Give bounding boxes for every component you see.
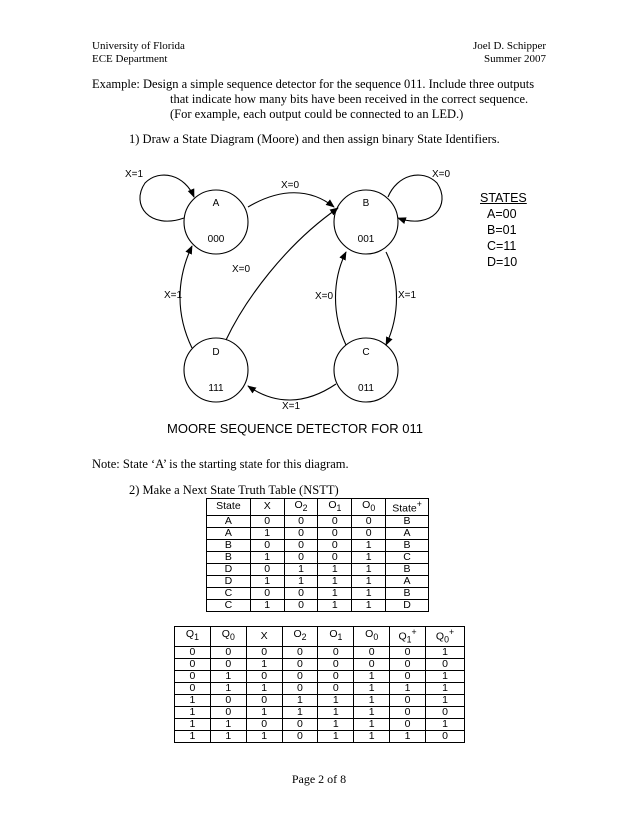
table-cell: B	[207, 551, 251, 563]
table-cell: 1	[426, 646, 465, 658]
table-cell: 1	[352, 539, 386, 551]
table-cell: 0	[318, 646, 354, 658]
table-cell: 1	[318, 706, 354, 718]
table-cell: 0	[354, 658, 390, 670]
states-legend-title: STATES	[480, 191, 527, 205]
table-cell: 1	[426, 682, 465, 694]
table-cell: 0	[284, 599, 318, 611]
table-cell: 1	[390, 682, 426, 694]
table-cell: 0	[352, 515, 386, 527]
table-cell: 0	[352, 527, 386, 539]
table-cell: 0	[210, 694, 246, 706]
table-cell: 1	[210, 682, 246, 694]
table-cell: C	[207, 599, 251, 611]
table-cell: 0	[426, 658, 465, 670]
table-cell: 1	[426, 670, 465, 682]
c-to-d-arrow	[248, 384, 336, 400]
col-header-state: State	[207, 499, 251, 516]
table-cell: B	[386, 587, 429, 599]
table-cell: 0	[318, 670, 354, 682]
col-header-o0: $O_0$	[352, 499, 386, 516]
table-cell: B	[386, 539, 429, 551]
table-cell: 1	[284, 575, 318, 587]
d-to-a-label: X=1	[164, 290, 183, 301]
table-cell: A	[386, 575, 429, 587]
table-cell: 0	[390, 706, 426, 718]
table-row	[207, 551, 429, 563]
table-cell: 0	[282, 658, 318, 670]
col-header-o0: $O_0$	[354, 627, 390, 647]
table-cell: B	[207, 539, 251, 551]
col-header-o1: $O_1$	[318, 627, 354, 647]
state-c-name: C	[362, 347, 370, 358]
table-cell: 0	[250, 587, 284, 599]
d-to-b-label: X=0	[232, 264, 251, 275]
table-cell: 1	[352, 563, 386, 575]
table-cell: 0	[318, 551, 352, 563]
table-cell: 0	[282, 730, 318, 742]
table-cell: 1	[354, 706, 390, 718]
table-cell: 1	[246, 730, 282, 742]
note-text: Note: State ‘A’ is the starting state for this diagram.	[92, 457, 349, 471]
c-to-b-label: X=0	[315, 291, 334, 302]
table-cell: 0	[284, 515, 318, 527]
table-cell: 0	[390, 670, 426, 682]
table-row	[207, 539, 429, 551]
states-legend-item: C=11	[487, 239, 517, 253]
table-row	[175, 670, 465, 682]
table-cell: 1	[352, 575, 386, 587]
table-cell: 1	[352, 587, 386, 599]
table-cell: D	[207, 575, 251, 587]
table-cell: 0	[246, 718, 282, 730]
col-header-q0: $Q_0$	[210, 627, 246, 647]
table-cell: 1	[318, 599, 352, 611]
table-cell: 1	[246, 682, 282, 694]
table-row	[175, 730, 465, 742]
table-cell: 0	[318, 682, 354, 694]
table-row	[207, 599, 429, 611]
step1-text: 1) Draw a State Diagram (Moore) and then assign binary State Identifiers.	[129, 132, 500, 146]
table-cell: 1	[354, 718, 390, 730]
table-cell: 1	[246, 658, 282, 670]
table-cell: 0	[250, 539, 284, 551]
c-to-d-label: X=1	[282, 401, 301, 412]
table-cell: 1	[354, 682, 390, 694]
a-self-loop-arrow	[140, 175, 194, 221]
table-cell: A	[386, 527, 429, 539]
table-cell: 0	[390, 658, 426, 670]
example-line1: Example: Design a simple sequence detector for the sequence 011. Include three outputs	[92, 77, 535, 91]
table-cell: 1	[175, 718, 211, 730]
table-cell: 0	[250, 515, 284, 527]
col-header-q0-next: $Q_0^+$	[426, 627, 465, 647]
table-cell: 1	[210, 670, 246, 682]
table-cell: 0	[284, 539, 318, 551]
table-cell: 0	[175, 670, 211, 682]
table-row	[175, 682, 465, 694]
table-cell: 0	[175, 682, 211, 694]
table-cell: A	[207, 527, 251, 539]
table-cell: 1	[352, 599, 386, 611]
col-header-x: X	[246, 627, 282, 647]
table-cell: 0	[318, 515, 352, 527]
page-footer: Page 2 of 8	[291, 772, 347, 786]
table-cell: 1	[175, 694, 211, 706]
table-row	[207, 587, 429, 599]
table-cell: 0	[282, 682, 318, 694]
col-header-x: X	[250, 499, 284, 516]
table-cell: 0	[354, 646, 390, 658]
table-cell: 1	[390, 730, 426, 742]
table-cell: 0	[250, 563, 284, 575]
example-line3: (For example, each output could be connected to an LED.)	[170, 107, 464, 121]
table-cell: 0	[390, 646, 426, 658]
table-cell: 1	[210, 730, 246, 742]
table-cell: 1	[250, 599, 284, 611]
table-cell: 0	[246, 646, 282, 658]
table-cell: 1	[354, 694, 390, 706]
table-cell: B	[386, 563, 429, 575]
col-header-next-state: State+	[386, 499, 429, 516]
table-row	[207, 575, 429, 587]
header-right-line2: Summer 2007	[483, 53, 546, 65]
state-a-code: 000	[207, 234, 225, 245]
table-cell: C	[207, 587, 251, 599]
table-cell: 0	[284, 587, 318, 599]
states-legend	[480, 190, 527, 270]
col-header-o2: $O_2$	[282, 627, 318, 647]
table-cell: 1	[282, 706, 318, 718]
table-cell: 0	[284, 527, 318, 539]
table-cell: B	[386, 515, 429, 527]
states-legend-item: D=10	[487, 255, 518, 269]
table-cell: 0	[318, 539, 352, 551]
nstt-table	[206, 498, 429, 612]
table-cell: 1	[426, 718, 465, 730]
state-a-name: A	[212, 198, 220, 209]
table-cell: 1	[250, 551, 284, 563]
table-cell: D	[207, 563, 251, 575]
a-to-b-label: X=0	[281, 180, 300, 191]
table-row	[175, 718, 465, 730]
col-header-q1: $Q_1$	[175, 627, 211, 647]
table-cell: 0	[426, 706, 465, 718]
b-to-c-label: X=1	[398, 290, 417, 301]
table-cell: 0	[390, 694, 426, 706]
table-cell: 1	[318, 587, 352, 599]
table-cell: 0	[426, 730, 465, 742]
table-cell: 1	[426, 694, 465, 706]
table-row	[207, 527, 429, 539]
table-cell: 0	[318, 527, 352, 539]
table-cell: 0	[284, 551, 318, 563]
state-c-code: 011	[358, 383, 374, 394]
table-cell: 1	[354, 730, 390, 742]
table-cell: 1	[250, 527, 284, 539]
table-cell: 1	[354, 670, 390, 682]
table-cell: 0	[282, 718, 318, 730]
table-cell: 0	[210, 646, 246, 658]
table-cell: 1	[210, 718, 246, 730]
col-header-q1-next: $Q_1^+$	[390, 627, 426, 647]
table-cell: 0	[390, 718, 426, 730]
table-cell: 1	[284, 563, 318, 575]
table-cell: 1	[282, 694, 318, 706]
table-cell: C	[386, 551, 429, 563]
table-cell: 0	[318, 658, 354, 670]
table-header-row	[207, 499, 429, 516]
state-b-name: B	[362, 198, 370, 209]
table-cell: 1	[318, 694, 354, 706]
table-cell: 1	[318, 730, 354, 742]
state-d-code: 111	[208, 383, 224, 394]
table-row	[207, 563, 429, 575]
states-legend-item: B=01	[487, 223, 517, 237]
table-cell: 1	[175, 706, 211, 718]
table-cell: 0	[246, 670, 282, 682]
table-cell: 1	[318, 563, 352, 575]
table-cell: 1	[318, 718, 354, 730]
table-cell: 1	[318, 575, 352, 587]
b-self-loop-arrow	[388, 175, 442, 221]
table-row	[175, 706, 465, 718]
b-to-c-arrow	[386, 252, 397, 345]
table-cell: 1	[175, 730, 211, 742]
table-cell: 0	[175, 658, 211, 670]
header-left-line2: ECE Department	[92, 53, 168, 65]
header-left-line1: University of Florida	[92, 40, 185, 52]
table-header-row	[175, 627, 465, 647]
table-row	[175, 658, 465, 670]
col-header-o2: $O_2$	[284, 499, 318, 516]
example-line2: that indicate how many bits have been received in the correct sequence.	[170, 92, 529, 106]
table-cell: 0	[282, 670, 318, 682]
a-to-b-arrow	[248, 193, 334, 207]
table-cell: 0	[246, 694, 282, 706]
table-row	[175, 694, 465, 706]
encoded-nstt-table	[174, 626, 465, 743]
table-cell: 1	[250, 575, 284, 587]
table-row	[207, 515, 429, 527]
diagram-caption: MOORE SEQUENCE DETECTOR FOR 011	[167, 421, 423, 436]
step2-text: 2) Make a Next State Truth Table (NSTT)	[129, 483, 339, 497]
table-cell: 0	[210, 658, 246, 670]
c-to-b-arrow	[336, 252, 347, 345]
table-cell: 1	[246, 706, 282, 718]
b-self-label: X=0	[432, 169, 451, 180]
header-right-line1: Joel D. Schipper	[472, 40, 546, 52]
state-b-code: 001	[357, 234, 375, 245]
table-cell: 1	[352, 551, 386, 563]
states-legend-item: A=00	[487, 207, 517, 221]
state-d-name: D	[212, 347, 220, 358]
table-row	[175, 646, 465, 658]
table-cell: 0	[282, 646, 318, 658]
col-header-o1: $O_1$	[318, 499, 352, 516]
table-cell: 0	[210, 706, 246, 718]
table-cell: A	[207, 515, 251, 527]
a-self-label: X=1	[125, 169, 144, 180]
table-cell: 0	[175, 646, 211, 658]
table-cell: D	[386, 599, 429, 611]
